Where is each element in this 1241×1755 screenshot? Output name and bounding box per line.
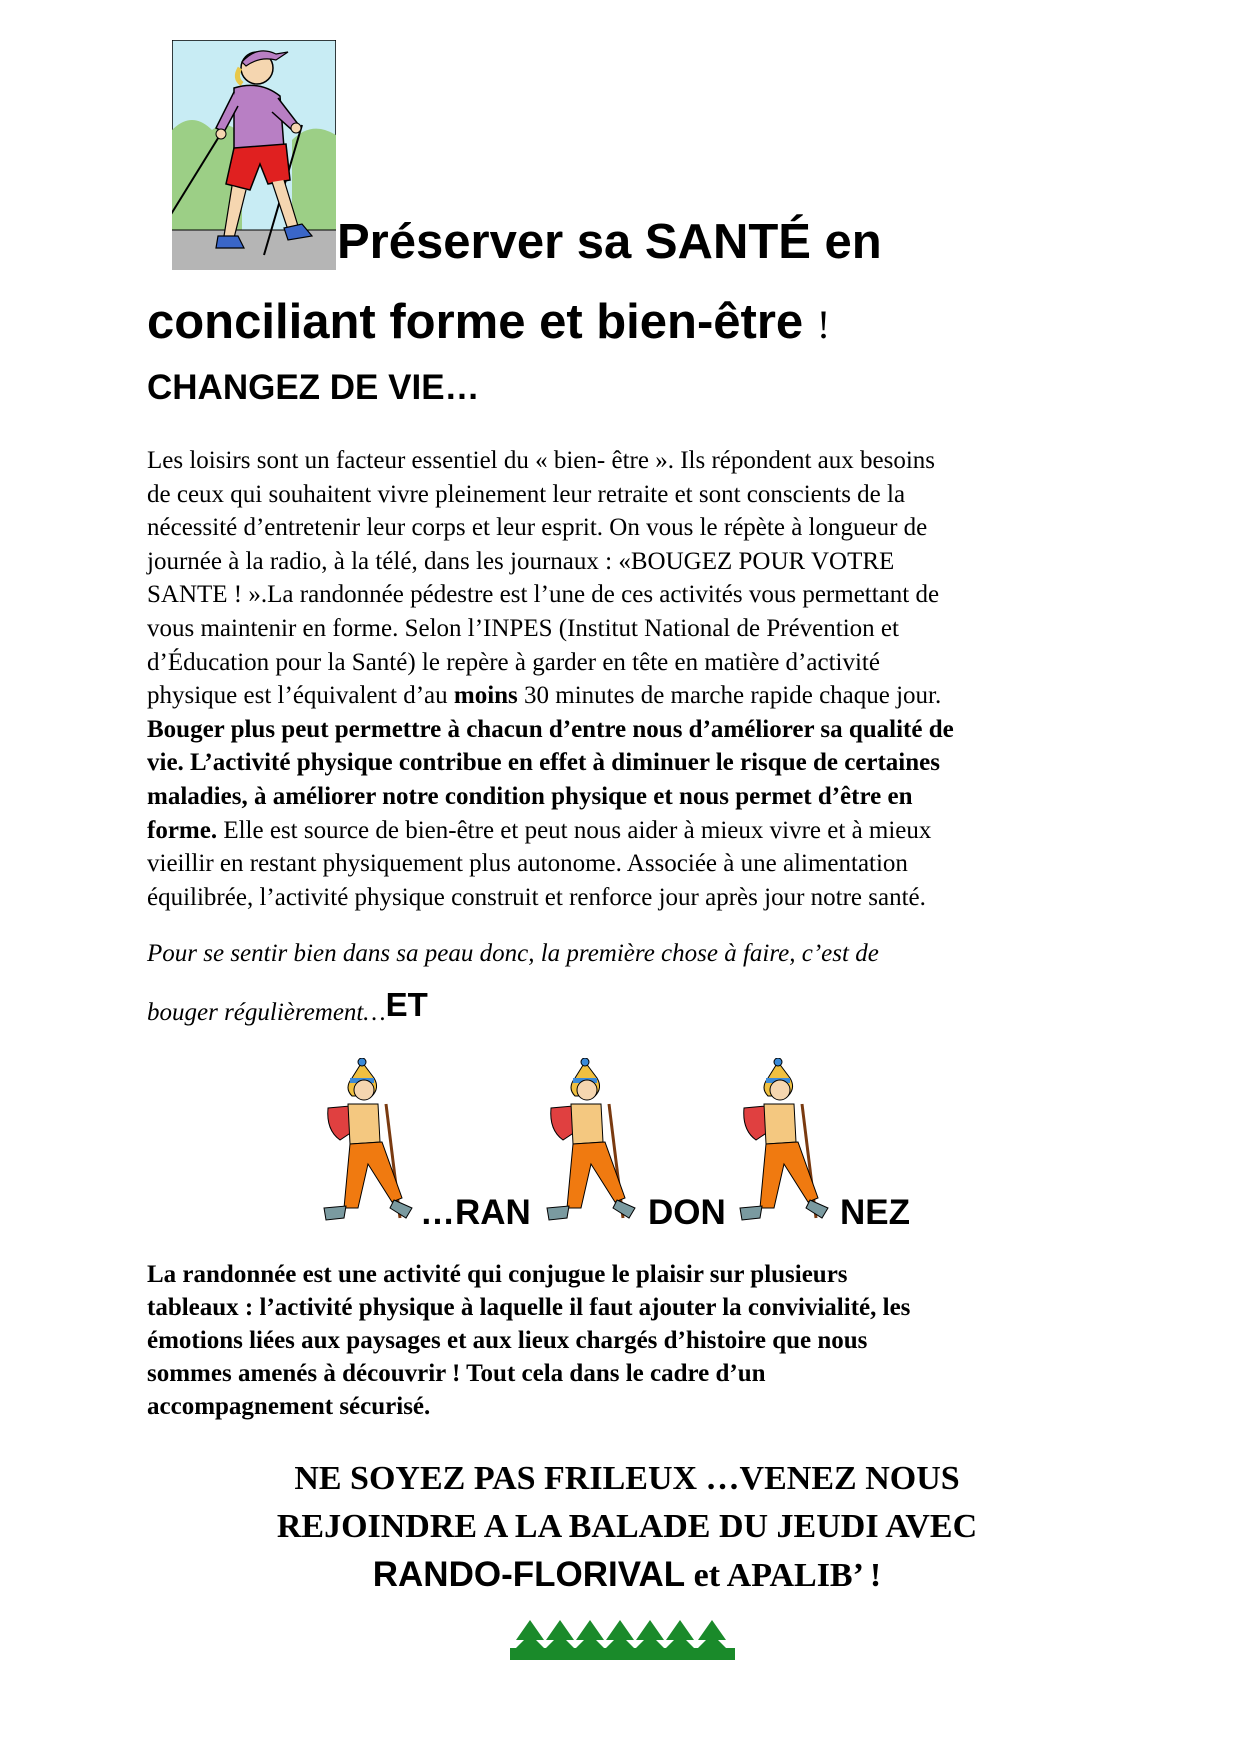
page-title-line2 (147, 295, 831, 349)
body-bold-line: Bouger plus peut permettre à chacun d’entre nous d’améliorer sa qualité de (147, 715, 954, 743)
page-subtitle: CHANGEZ DE VIE… (147, 368, 480, 407)
cta-line: REJOINDRE A LA BALADE DU JEUDI AVEC (276, 1508, 978, 1545)
page-title-line1: Préserver sa SANTÉ en (337, 215, 882, 269)
club-name: RANDO-FLORIVAL (372, 1555, 686, 1594)
hiking-line: tableaux : l’activité physique à laquelle il faut ajouter la convivialité, les (147, 1294, 911, 1321)
body-line: vous maintenir en forme. Selon l’INPES (Institut National de Prévention et (147, 614, 899, 642)
body-line-mixed (147, 814, 1107, 848)
italic-line: Pour se sentir bien dans sa peau donc, la première chose à faire, c’est de (147, 940, 879, 967)
body-line-mixed (147, 679, 1107, 713)
fir-trees-row-icon (510, 1618, 735, 1662)
hiker-with-backpack-icon (738, 1058, 833, 1228)
call-to-action (147, 1455, 1107, 1599)
body-emphasis: forme. (147, 816, 218, 844)
intro-paragraph (147, 444, 1107, 914)
hiking-line: sommes amenés à découvrir ! Tout cela dans le cadre d’un (147, 1360, 766, 1387)
body-line: de ceux qui souhaitent vivre pleinement leur retraite et sont conscients de la (147, 480, 906, 508)
body-line: journée à la radio, à la télé, dans les journaux : «BOUGEZ POUR VOTRE (147, 547, 895, 575)
body-line: nécessité d’entretenir leur corps et leur esprit. On vous le répète à longueur de (147, 514, 928, 542)
cta-line: NE SOYEZ PAS FRILEUX …VENEZ NOUS (294, 1460, 960, 1497)
body-line: d’Éducation pour la Santé) le repère à garder en tête en matière d’activité (147, 648, 880, 676)
cta-text-segment: et APALIB’ ! (685, 1557, 882, 1594)
hiking-paragraph (147, 1258, 1107, 1423)
body-text-segment: 30 minutes de marche rapide chaque jour. (517, 682, 942, 710)
woman-nordic-walking-icon (172, 40, 336, 270)
body-text-segment: physique est l’équivalent d’au (147, 682, 454, 710)
body-emphasis: moins (453, 682, 518, 710)
body-line: SANTE ! ».La randonnée pédestre est l’une de ces activités vous permettant de (147, 581, 940, 609)
cta-line-mixed (147, 1551, 1107, 1599)
hiker-with-backpack-icon (545, 1058, 640, 1228)
body-bold-line: vie. L’activité physique contribue en effet à diminuer le risque de certaines (147, 749, 940, 777)
hiking-line: accompagnement sécurisé. (147, 1393, 431, 1420)
hiker-with-backpack-icon (322, 1058, 417, 1228)
body-line: Les loisirs sont un facteur essentiel du « bien- être ». Ils répondent aux besoins (147, 447, 936, 474)
italic-line-with-et (147, 986, 428, 1028)
page-title-line2-text: conciliant forme et bien-être (147, 295, 804, 349)
body-line: équilibrée, l’activité physique construit et renforce jour après jour notre santé. (147, 883, 926, 911)
randonnez-part1: …RAN (420, 1193, 531, 1232)
hiking-line: La randonnée est une activité qui conjugue le plaisir sur plusieurs (147, 1261, 848, 1288)
page-title-exclamation: ! (816, 302, 831, 347)
italic-line: bouger régulièrement… (147, 999, 386, 1026)
body-text-segment: Elle est source de bien-être et peut nous aider à mieux vivre et à mieux (217, 816, 932, 844)
randonnez-part2: DON (648, 1193, 726, 1232)
body-line: vieillir en restant physiquement plus autonome. Associée à une alimentation (147, 850, 908, 878)
hiking-line: émotions liées aux paysages et aux lieux chargés d’histoire que nous (147, 1327, 868, 1354)
body-bold-line: maladies, à améliorer notre condition physique et nous permet d’être en (147, 782, 913, 810)
randonnez-part3: NEZ (840, 1193, 910, 1232)
et-word: ET (385, 986, 428, 1023)
